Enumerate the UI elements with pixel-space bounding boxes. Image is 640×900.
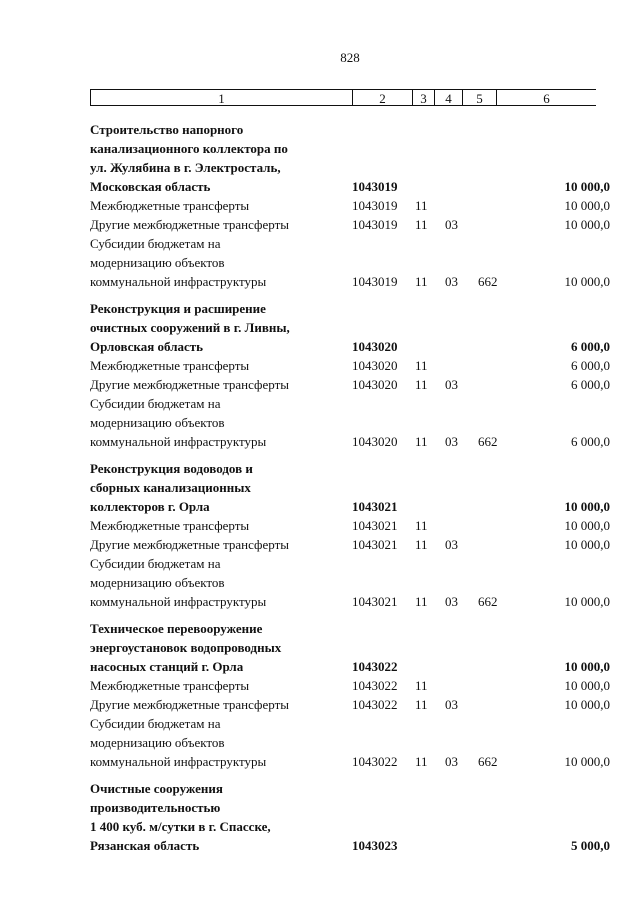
section-title-line [90,158,610,177]
item-code: 1043020 [352,358,398,373]
item-section: 11 [415,537,428,552]
section-total: 10 000,0 [564,659,610,674]
section-title-text: коллекторов г. Орла [90,499,210,514]
section-code: 1043021 [352,499,398,514]
section-title-line [90,299,610,318]
table-row-line [90,554,610,573]
table-row [90,676,610,695]
table-row [90,695,610,714]
item-section: 11 [415,217,428,232]
page-number: 828 [340,50,360,65]
budget-section [90,459,610,611]
item-code: 1043019 [352,217,398,232]
item-name: Межбюджетные трансферты [90,518,250,533]
item-amount: 10 000,0 [564,594,610,609]
section-title-text: Реконструкция и расширение [90,301,266,316]
item-name: коммунальной инфраструктуры [90,754,267,769]
table-body [90,120,610,855]
budget-section [90,779,610,855]
item-name: Другие межбюджетные трансферты [90,377,289,392]
item-code: 1043019 [352,274,398,289]
item-section: 11 [415,377,428,392]
item-amount: 10 000,0 [564,274,610,289]
section-title-text: энергоустановок водопроводных [90,640,282,655]
section-title-line [90,139,610,158]
section-title-text: Орловская область [90,339,204,354]
section-title-text: Рязанская область [90,838,200,853]
section-title-line [90,638,610,657]
item-expense-type: 662 [478,274,498,289]
item-name: модернизацию объектов [90,255,225,270]
item-subsection: 03 [445,537,458,552]
table-row-line [90,733,610,752]
table-row-line [90,234,610,253]
item-subsection: 03 [445,754,458,769]
item-expense-type: 662 [478,594,498,609]
section-code: 1043022 [352,659,398,674]
section-total: 6 000,0 [571,339,610,354]
section-title-text: сборных канализационных [90,480,251,495]
section-code: 1043019 [352,179,398,194]
item-code: 1043020 [352,377,398,392]
item-name: коммунальной инфраструктуры [90,274,267,289]
item-subsection: 03 [445,217,458,232]
item-code: 1043022 [352,678,398,693]
section-title-line [90,817,610,836]
item-amount: 10 000,0 [564,678,610,693]
table-row [90,752,610,771]
table-row [90,215,610,234]
section-title-text: ул. Жулябина в г. Электросталь, [90,160,281,175]
item-amount: 10 000,0 [564,537,610,552]
item-section: 11 [415,434,428,449]
section-title-text: канализационного коллектора по [90,141,288,156]
item-code: 1043022 [352,754,398,769]
section-title-text: производительностью [90,800,221,815]
header-col-3: 3 [412,89,434,106]
item-name: модернизацию объектов [90,735,225,750]
table-row-line [90,413,610,432]
item-name: Межбюджетные трансферты [90,198,250,213]
table-row [90,535,610,554]
item-expense-type: 662 [478,754,498,769]
item-section: 11 [415,518,428,533]
section-total: 10 000,0 [564,179,610,194]
table-row [90,432,610,451]
item-subsection: 03 [445,434,458,449]
item-name: коммунальной инфраструктуры [90,434,267,449]
header-col-6: 6 [496,89,596,106]
item-name: Другие межбюджетные трансферты [90,537,289,552]
section-total: 5 000,0 [571,838,610,853]
section-title-line [90,619,610,638]
item-name: Другие межбюджетные трансферты [90,217,289,232]
budget-section [90,299,610,451]
section-title-row [90,657,610,676]
item-section: 11 [415,274,428,289]
section-title-text: Реконструкция водоводов и [90,461,253,476]
section-title-line [90,478,610,497]
section-title-row [90,177,610,196]
table-row [90,592,610,611]
item-name: Субсидии бюджетам на [90,716,221,731]
section-title-row [90,337,610,356]
budget-section [90,619,610,771]
item-name: Межбюджетные трансферты [90,678,250,693]
item-code: 1043022 [352,697,398,712]
item-section: 11 [415,678,428,693]
item-section: 11 [415,697,428,712]
item-code: 1043021 [352,518,398,533]
item-section: 11 [415,594,428,609]
header-col-2: 2 [352,89,412,106]
item-section: 11 [415,198,428,213]
item-amount: 10 000,0 [564,754,610,769]
section-title-text: Техническое перевооружение [90,621,263,636]
budget-section [90,120,610,291]
item-amount: 10 000,0 [564,217,610,232]
table-row [90,375,610,394]
item-name: коммунальной инфраструктуры [90,594,267,609]
section-title-text: насосных станций г. Орла [90,659,244,674]
item-code: 1043019 [352,198,398,213]
item-section: 11 [415,358,428,373]
table-row-line [90,573,610,592]
table-row [90,356,610,375]
section-title-row [90,836,610,855]
section-title-line [90,459,610,478]
item-name: Субсидии бюджетам на [90,556,221,571]
item-name: Субсидии бюджетам на [90,396,221,411]
table-row-line [90,714,610,733]
item-code: 1043020 [352,434,398,449]
item-name: Другие межбюджетные трансферты [90,697,289,712]
table-row [90,196,610,215]
item-code: 1043021 [352,594,398,609]
section-title-text: 1 400 куб. м/сутки в г. Спасске, [90,819,271,834]
item-name: Межбюджетные трансферты [90,358,250,373]
section-gap [90,291,610,299]
section-code: 1043020 [352,339,398,354]
header-col-5: 5 [462,89,496,106]
item-subsection: 03 [445,594,458,609]
section-gap [90,451,610,459]
item-expense-type: 662 [478,434,498,449]
section-code: 1043023 [352,838,398,853]
section-title-line [90,798,610,817]
section-title-text: Очистные сооружения [90,781,223,796]
item-name: модернизацию объектов [90,415,225,430]
item-amount: 6 000,0 [571,377,610,392]
section-gap [90,771,610,779]
item-subsection: 03 [445,274,458,289]
item-amount: 10 000,0 [564,518,610,533]
item-amount: 10 000,0 [564,198,610,213]
section-title-row [90,497,610,516]
item-amount: 6 000,0 [571,434,610,449]
item-amount: 6 000,0 [571,358,610,373]
section-total: 10 000,0 [564,499,610,514]
section-title-text: Строительство напорного [90,122,244,137]
item-subsection: 03 [445,377,458,392]
item-code: 1043021 [352,537,398,552]
item-name: Субсидии бюджетам на [90,236,221,251]
table-row [90,516,610,535]
table-header [90,89,596,106]
item-name: модернизацию объектов [90,575,225,590]
table-row [90,272,610,291]
item-subsection: 03 [445,697,458,712]
table-row-line [90,394,610,413]
section-title-text: Московская область [90,179,211,194]
header-col-4: 4 [434,89,462,106]
section-title-line [90,318,610,337]
section-title-line [90,779,610,798]
section-title-text: очистных сооружений в г. Ливны, [90,320,290,335]
table-row-line [90,253,610,272]
section-gap [90,611,610,619]
header-col-1: 1 [90,89,352,106]
section-title-line [90,120,610,139]
item-section: 11 [415,754,428,769]
item-amount: 10 000,0 [564,697,610,712]
